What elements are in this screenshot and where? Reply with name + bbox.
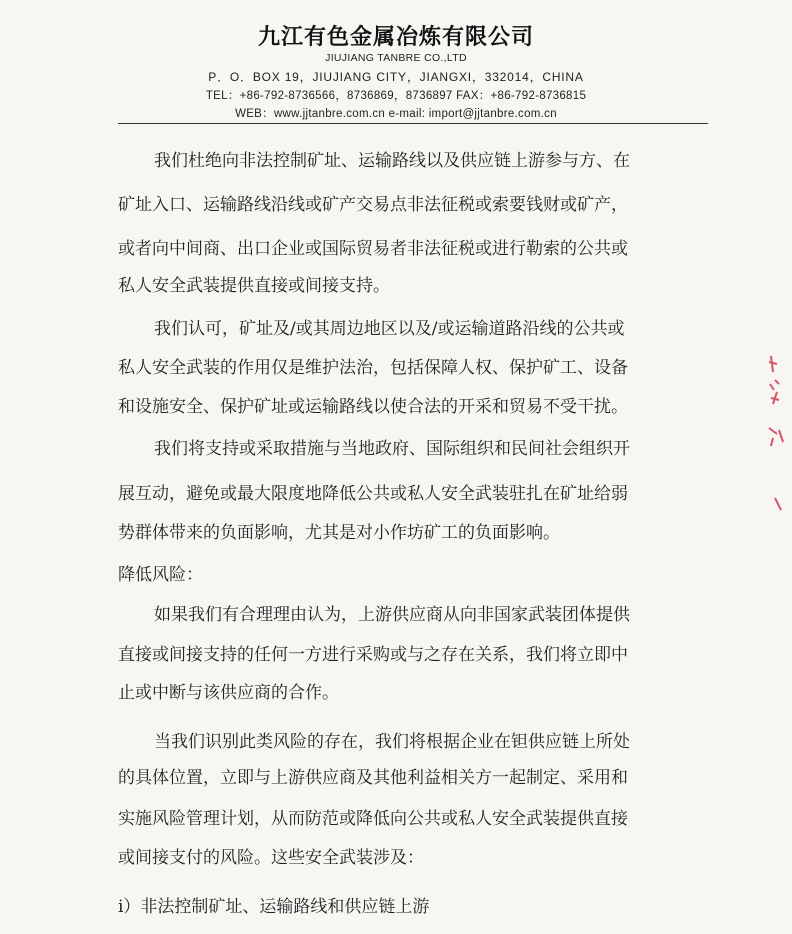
paragraph-line: 当我们识别此类风险的存在，我们将根据企业在钽供应链上所处 [154,732,630,752]
paragraph-line: 我们杜绝向非法控制矿址、运输路线以及供应链上游参与方、在 [154,151,630,171]
company-name-chinese: 九江有色金属冶炼有限公司 [257,25,534,50]
paragraph-line: 或间接支付的风险。这些安全武装涉及： [118,848,424,868]
paragraph-line: 势群体带来的负面影响，尤其是对小作坊矿工的负面影响。 [118,523,560,543]
paragraph-line: 直接或间接支持的任何一方进行采购或与之存在关系，我们将立即中 [118,645,628,665]
paragraph-line: 止或中断与该供应商的合作。 [118,683,339,703]
paragraph-line: 私人安全武装的作用仅是维护法治，包括保障人权、保护矿工、设备 [118,358,628,378]
company-name-english: JIUJIANG TANBRE CO.,LTD [325,52,467,64]
seal-stamp-fragment [765,350,789,520]
section-heading-risk-mitigation: 降低风险： [118,565,203,585]
paragraph-line: 私人安全武装提供直接或间接支持。 [118,276,390,296]
company-address: P．O．BOX 19，JIUJIANG CITY，JIANGXI，332014，CHINA [208,70,584,84]
paragraph-line: 或者向中间商、出口企业或国际贸易者非法征税或进行勒索的公共或 [118,239,628,259]
paragraph-line: 矿址入口、运输路线沿线或矿产交易点非法征税或索要钱财或矿产， [118,195,628,215]
paragraph-line: 我们认可，矿址及/或其周边地区以及/或运输道路沿线的公共或 [154,319,625,339]
letterhead-divider [118,123,708,124]
paragraph-line: 和设施安全、保护矿址或运输路线以使合法的开采和贸易不受干扰。 [118,397,628,417]
company-web-email: WEB：www.jjtanbre.com.cn e-mail: import@jjtanbre.com.cn [235,108,557,120]
list-item: i）非法控制矿址、运输路线和供应链上游 [118,897,430,917]
paragraph-line: 实施风险管理计划，从而防范或降低向公共或私人安全武装提供直接 [118,809,628,829]
paragraph-line: 如果我们有合理理由认为，上游供应商从向非国家武装团体提供 [154,605,630,625]
company-contact: TEL：+86-792-8736566，8736869，8736897 FAX：+86-792-8736815 [205,90,587,102]
paragraph-line: 的具体位置，立即与上游供应商及其他利益相关方一起制定、采用和 [118,768,628,788]
paragraph-line: 我们将支持或采取措施与当地政府、国际组织和民间社会组织开 [154,439,630,459]
paragraph-line: 展互动，避免或最大限度地降低公共或私人安全武装驻扎在矿址给弱 [118,484,628,504]
